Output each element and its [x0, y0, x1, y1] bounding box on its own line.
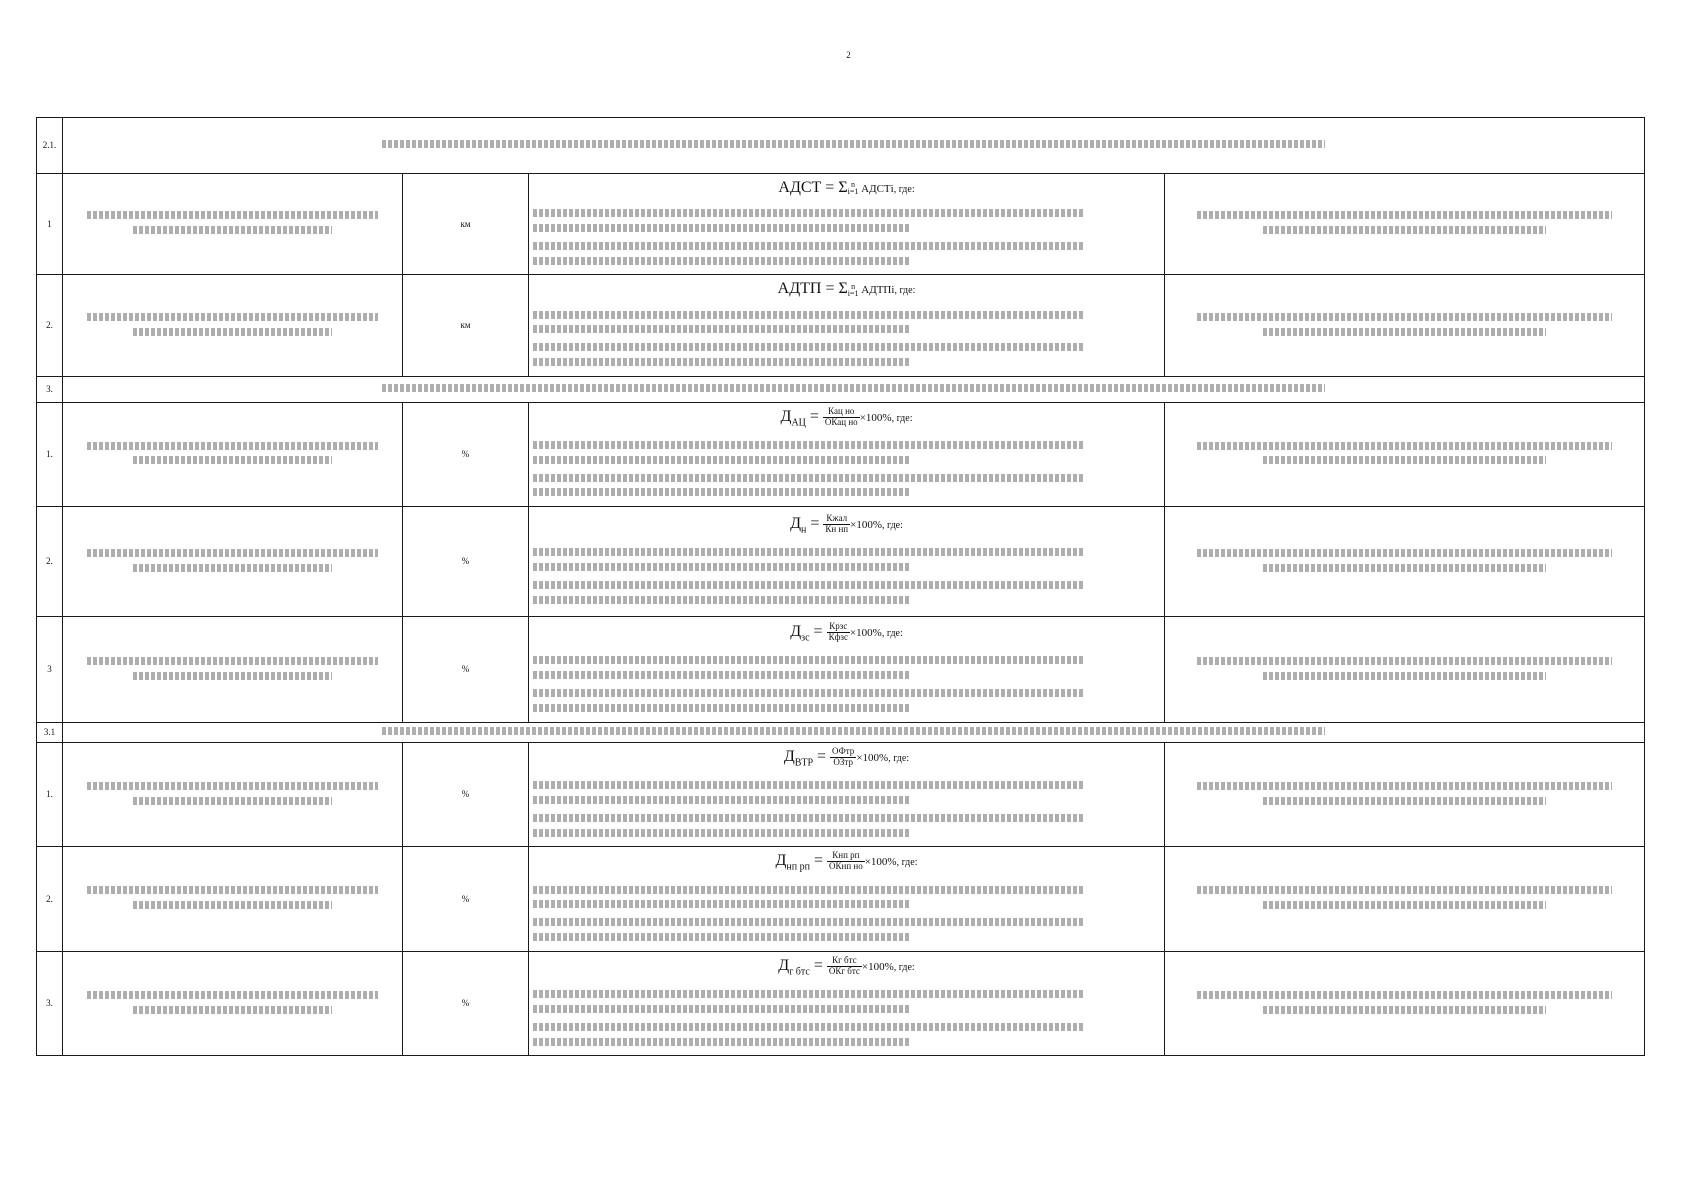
definition-text	[533, 990, 1085, 998]
section-row	[37, 723, 1645, 743]
formula-definition	[533, 341, 1160, 371]
formula-fraction: $\frac{\text{Кнп рп}}{\text{ОКнп но}}$	[829, 850, 863, 872]
indicator-row	[37, 507, 1645, 617]
indicator-number: 1	[37, 174, 63, 275]
indicator-name-text	[87, 313, 378, 321]
data-source-text	[1197, 313, 1611, 321]
data-source-text	[1197, 782, 1611, 790]
definition-text	[533, 311, 1085, 319]
definition-text	[533, 689, 1085, 697]
indicator-formula-cell	[529, 402, 1165, 506]
indicator-unit: %	[403, 507, 529, 617]
definition-text	[533, 933, 909, 941]
data-source	[1165, 275, 1645, 376]
formula-fraction: $\frac{\text{Кг бтс}}{\text{ОКг бтс}}$	[828, 954, 860, 976]
indicator-name	[63, 951, 403, 1055]
data-source-text	[1197, 886, 1611, 894]
definition-text	[533, 242, 1085, 250]
section-number: 2.1.	[37, 118, 63, 174]
indicator-row	[37, 951, 1645, 1055]
formula-fraction: $\frac{\text{Крзс}}{\text{Кфзс}}$	[828, 620, 848, 642]
data-source	[1165, 951, 1645, 1055]
definition-text	[533, 1038, 909, 1046]
definition-text	[533, 596, 909, 604]
definition-text	[533, 900, 909, 908]
formula-fraction: $\frac{\text{Кац но}}{\text{ОКац но}}$	[824, 405, 858, 427]
formula-definition	[533, 884, 1160, 914]
indicator-name	[63, 847, 403, 951]
data-source-text	[1197, 211, 1611, 219]
section-title-text	[382, 140, 1326, 148]
indicator-formula-cell	[529, 174, 1165, 275]
definition-text	[533, 781, 1085, 789]
indicator-number: 2.	[37, 275, 63, 376]
definition-text	[533, 886, 1085, 894]
formula-fraction: $\frac{\text{Кжал}}{\text{Кн нп}}$	[825, 512, 849, 534]
indicator-name-text	[133, 672, 332, 680]
formula-definition	[533, 309, 1160, 339]
formula-definition	[533, 546, 1160, 576]
formula-definition	[533, 988, 1160, 1018]
formula-definition	[533, 207, 1160, 237]
definition-text	[533, 224, 909, 232]
definition-text	[533, 441, 1085, 449]
formula: $Д_н$ = $\frac{\text{Кжал}}{\text{Кн нп}}$ ×100%, где:	[790, 512, 903, 536]
indicator-row	[37, 847, 1645, 951]
indicator-name-text	[133, 901, 332, 909]
indicator-name	[63, 402, 403, 506]
indicator-name-text	[87, 991, 378, 999]
data-source-text	[1197, 657, 1611, 665]
indicator-name-text	[87, 657, 378, 665]
formula: $Д_{ВТР}$ = $\frac{\text{ОФтр}}{\text{ОЗтр}}$ ×100%, где:	[783, 745, 910, 769]
indicator-name	[63, 742, 403, 846]
indicator-name	[63, 507, 403, 617]
formula-definition	[533, 240, 1160, 270]
data-source-text	[1197, 549, 1611, 557]
indicator-row	[37, 742, 1645, 846]
indicator-row	[37, 402, 1645, 506]
definition-text	[533, 796, 909, 804]
formula: $Д_{нп рп}$ = $\frac{\text{Кнп рп}}{\text{ОКнп но}}$ ×100%, где:	[775, 850, 918, 873]
section-number: 3.	[37, 376, 63, 402]
data-source-text	[1263, 1006, 1546, 1014]
indicator-unit: %	[403, 402, 529, 506]
indicator-name	[63, 617, 403, 723]
definition-text	[533, 1023, 1085, 1031]
formula-definition	[533, 472, 1160, 502]
indicator-row	[37, 617, 1645, 723]
indicator-name-text	[133, 1006, 332, 1014]
data-source-text	[1263, 456, 1546, 464]
indicator-formula-cell	[529, 507, 1165, 617]
data-source-text	[1263, 797, 1546, 805]
definition-text	[533, 257, 909, 265]
indicator-formula-cell	[529, 617, 1165, 723]
formula: АДСТ = Σ n i=1 АДСТi, где:	[778, 179, 915, 197]
definition-text	[533, 918, 1085, 926]
data-source-text	[1263, 564, 1546, 572]
indicator-name-text	[87, 211, 378, 219]
indicator-unit: %	[403, 951, 529, 1055]
definition-text	[533, 548, 1085, 556]
definition-text	[533, 488, 909, 496]
formula-definition	[533, 439, 1160, 469]
formula-definition	[533, 812, 1160, 842]
data-source	[1165, 847, 1645, 951]
definition-text	[533, 656, 1085, 664]
page-number: 2	[846, 50, 851, 60]
indicator-name-text	[87, 782, 378, 790]
definition-text	[533, 456, 909, 464]
data-source-text	[1263, 226, 1546, 234]
formula-definition	[533, 654, 1160, 684]
indicator-name	[63, 174, 403, 275]
section-row	[37, 376, 1645, 402]
indicator-unit: км	[403, 275, 529, 376]
definition-text	[533, 474, 1085, 482]
indicator-name-text	[87, 886, 378, 894]
definition-text	[533, 358, 909, 366]
definition-text	[533, 563, 909, 571]
definition-text	[533, 343, 1085, 351]
definition-text	[533, 829, 909, 837]
indicator-row	[37, 174, 1645, 275]
indicator-number: 3	[37, 617, 63, 723]
section-title	[63, 376, 1645, 402]
data-source	[1165, 174, 1645, 275]
formula: $Д_{АЦ}$ = $\frac{\text{Кац но}}{\text{ОКац но}}$ ×100%, где:	[780, 405, 913, 428]
indicator-row	[37, 275, 1645, 376]
section-row	[37, 118, 1645, 174]
indicator-formula-cell	[529, 951, 1165, 1055]
formula-definition	[533, 687, 1160, 717]
indicator-name-text	[87, 549, 378, 557]
formula: АДТП = Σ n i=1 АДТПi, где:	[777, 280, 916, 298]
indicator-number: 2.	[37, 847, 63, 951]
section-title-text	[382, 384, 1326, 392]
data-source	[1165, 742, 1645, 846]
indicator-unit: %	[403, 617, 529, 723]
indicator-formula-cell	[529, 742, 1165, 846]
formula-definition	[533, 1021, 1160, 1051]
definition-text	[533, 209, 1085, 217]
data-source-text	[1263, 672, 1546, 680]
indicator-name-text	[133, 328, 332, 336]
indicators-table	[36, 117, 1645, 1056]
formula-definition	[533, 916, 1160, 946]
formula: $Д_{зс}$ = $\frac{\text{Крзс}}{\text{Кфзс}}$ ×100%, где:	[790, 620, 903, 644]
data-source	[1165, 617, 1645, 723]
indicator-number: 3.	[37, 951, 63, 1055]
section-number: 3.1	[37, 723, 63, 743]
data-source-text	[1263, 901, 1546, 909]
data-source	[1165, 507, 1645, 617]
definition-text	[533, 325, 909, 333]
indicator-number: 1.	[37, 402, 63, 506]
indicator-unit: %	[403, 742, 529, 846]
definition-text	[533, 704, 909, 712]
indicator-name-text	[133, 797, 332, 805]
data-source-text	[1263, 328, 1546, 336]
indicator-name-text	[133, 226, 332, 234]
definition-text	[533, 581, 1085, 589]
indicator-name-text	[133, 456, 332, 464]
data-source-text	[1197, 442, 1611, 450]
indicator-number: 2.	[37, 507, 63, 617]
section-title	[63, 723, 1645, 743]
formula: $Д_{г бтс}$ = $\frac{\text{Кг бтс}}{\text{ОКг бтс}}$ ×100%, где:	[778, 954, 915, 978]
section-title	[63, 118, 1645, 174]
indicator-number: 1.	[37, 742, 63, 846]
data-source	[1165, 402, 1645, 506]
formula-definition	[533, 779, 1160, 809]
data-source-text	[1197, 991, 1611, 999]
section-title-text	[382, 727, 1326, 735]
indicator-name-text	[87, 442, 378, 450]
indicator-unit: км	[403, 174, 529, 275]
formula-fraction: $\frac{\text{ОФтр}}{\text{ОЗтр}}$	[832, 745, 855, 767]
formula-definition	[533, 579, 1160, 609]
indicator-formula-cell	[529, 847, 1165, 951]
definition-text	[533, 671, 909, 679]
indicator-name	[63, 275, 403, 376]
indicator-name-text	[133, 564, 332, 572]
indicator-formula-cell	[529, 275, 1165, 376]
indicator-unit: %	[403, 847, 529, 951]
definition-text	[533, 1005, 909, 1013]
definition-text	[533, 814, 1085, 822]
